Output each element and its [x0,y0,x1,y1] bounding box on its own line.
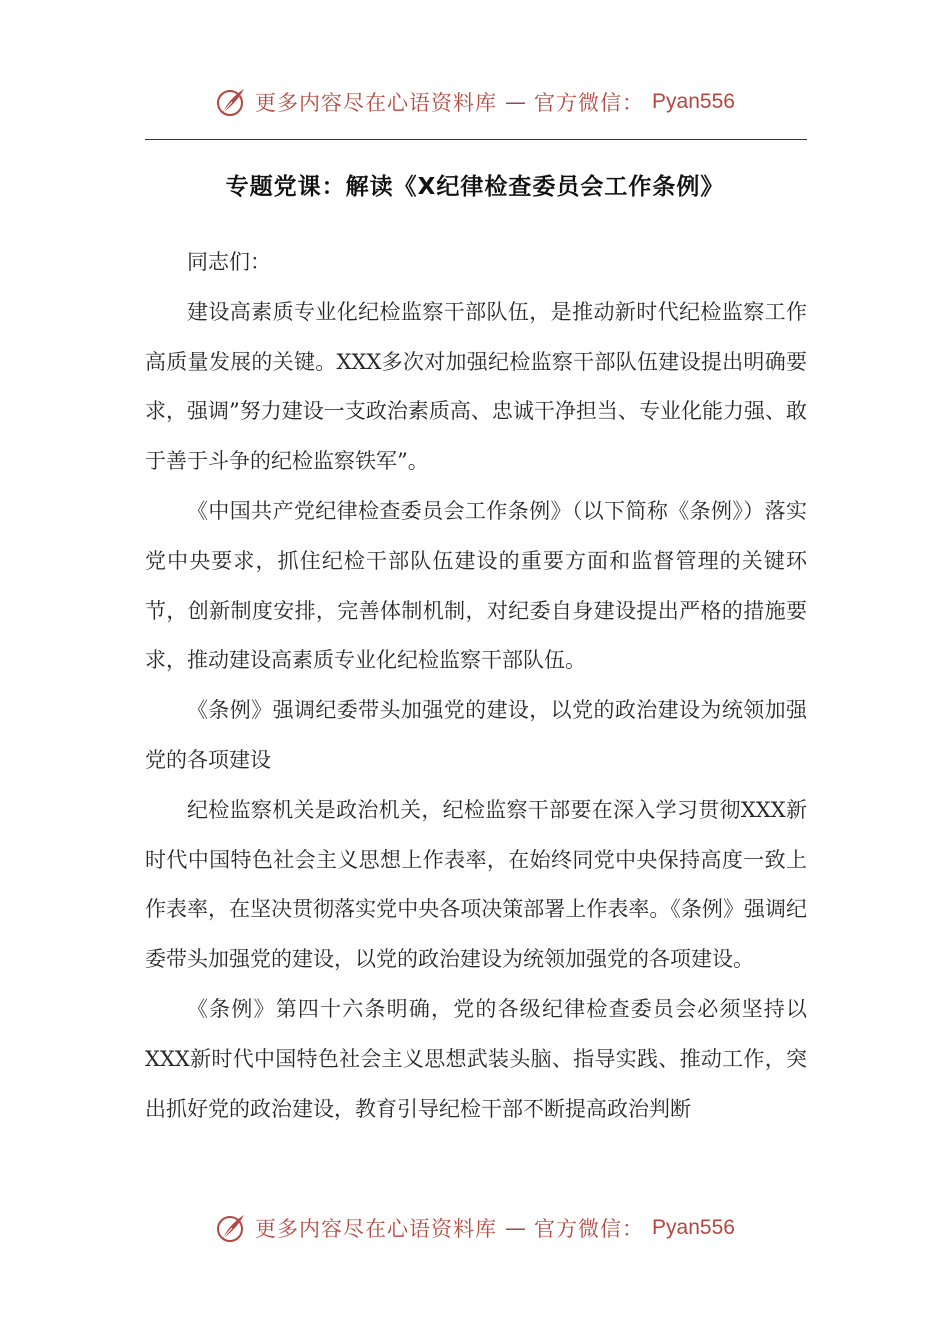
watermark-text: 更多内容尽在心语资料库 [255,1217,498,1241]
watermark-wechat-label: 官方微信： [534,1217,645,1241]
quill-circle-icon [215,86,247,118]
watermark-separator: — [505,90,527,114]
watermark-wechat-id: Pyan556 [652,1216,735,1239]
header-divider [145,139,807,140]
watermark-text: 更多内容尽在心语资料库 [255,91,498,115]
watermark-footer [0,1208,950,1248]
paragraph: 《条例》第四十六条明确，党的各级纪律检查委员会必须坚持以XXX新时代中国特色社会主义思想武装头脑、指导实践、推动工作，突出抓好党的政治建设，教育引导纪检干部不断提高政治判断 [145,996,807,1121]
document-body [145,238,807,1134]
document-title: 专题党课：解读《X纪律检查委员会工作条例》 [225,174,725,200]
greeting: 同志们： [187,250,271,274]
paragraph: 《中国共产党纪律检查委员会工作条例》（以下简称《条例》）落实党中央要求，抓住纪检干部队伍建设的重要方面和监督管理的关键环节，创新制度安排，完善体制机制，对纪委自身建设提出严格的措施要求，推动建设高素质专业化纪检监察干部队伍。 [145,498,807,673]
section-heading: 《条例》强调纪委带头加强党的建设，以党的政治建设为统领加强党的各项建设 [145,698,807,772]
watermark-separator: — [505,1216,527,1240]
watermark-wechat-label: 官方微信： [534,91,645,115]
paragraph: 纪检监察机关是政治机关，纪检监察干部要在深入学习贯彻XXX新时代中国特色社会主义思想上作表率，在始终同党中央保持高度一致上作表率，在坚决贯彻落实党中央各项决策部署上作表率。《条例》强调纪委带头加强党的建设，以党的政治建设为统领加强党的各项建设。 [145,797,807,972]
quill-circle-icon [215,1212,247,1244]
watermark-header [0,82,950,122]
watermark-wechat-id: Pyan556 [652,90,735,113]
paragraph: 建设高素质专业化纪检监察干部队伍，是推动新时代纪检监察工作高质量发展的关键。XXX多次对加强纪检监察干部队伍建设提出明确要求，强调”努力建设一支政治素质高、忠诚干净担当、专业化能力强、敢于善于斗争的纪检监察铁军”。 [145,299,807,474]
